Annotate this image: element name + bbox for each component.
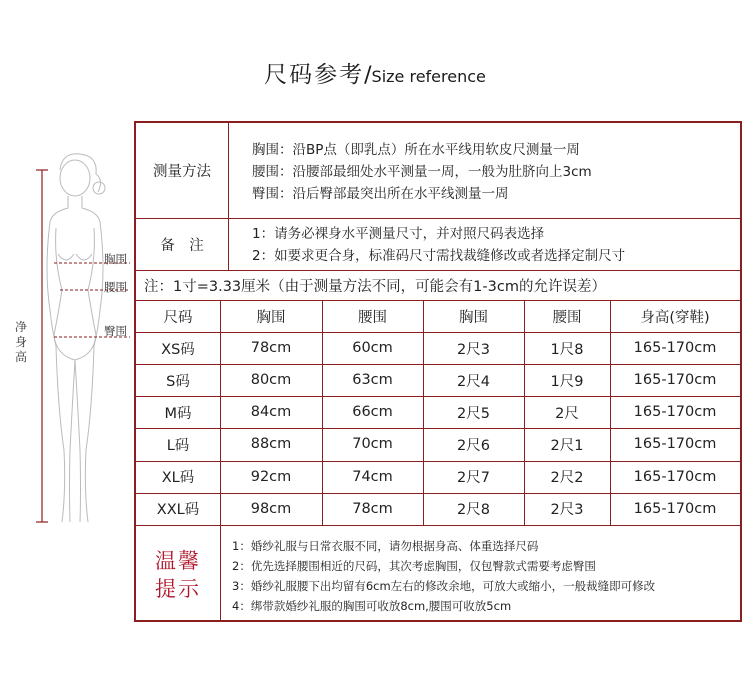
remark-line: 1：请务必裸身水平测量尺寸，并对照尺码表选择 xyxy=(252,226,545,242)
table-cell: 165-170cm xyxy=(633,436,717,453)
waist-label: 腰围 xyxy=(104,280,127,294)
table-cell: 2尺 xyxy=(555,405,579,422)
remarks-label: 备 注 xyxy=(160,237,204,254)
tip-item: 4：绑带款婚纱礼服的胸围可收放8cm,腰围可收放5cm xyxy=(232,599,512,613)
table-cell: 92cm xyxy=(250,468,292,485)
table-cell: 1尺9 xyxy=(550,373,584,390)
table-cell: 84cm xyxy=(250,404,292,421)
measure-lines xyxy=(252,139,592,205)
table-cell: XL码 xyxy=(161,470,195,487)
table-cell: 165-170cm xyxy=(633,372,717,389)
tips-title xyxy=(136,527,220,622)
table-header-cell: 胸围 xyxy=(459,309,488,326)
table-cell: S码 xyxy=(166,373,190,390)
table-cell: 2尺5 xyxy=(457,405,490,422)
table-cell: 2尺3 xyxy=(457,341,490,358)
table-cell: 2尺6 xyxy=(457,437,490,454)
table-cell: 88cm xyxy=(250,436,292,453)
table-cell: 165-170cm xyxy=(633,500,717,517)
bust-label: 胸围 xyxy=(104,252,127,266)
height-label: 净身高 xyxy=(14,320,27,364)
table-cell: 60cm xyxy=(352,340,393,357)
measure-line: 胸围：沿BP点（即乳点）所在水平线用软皮尺测量一周 xyxy=(252,142,580,158)
table-cell: 2尺3 xyxy=(550,502,584,519)
tips-title-line1: 温馨 xyxy=(155,548,201,573)
size-chart-table xyxy=(134,121,742,622)
table-cell: 78cm xyxy=(352,500,393,517)
remarks-lines xyxy=(252,223,625,267)
table-cell: 165-170cm xyxy=(633,340,717,357)
tip-item: 2：优先选择腰围相近的尺码，其次考虑胸围，仅包臀款式需要考虑臀围 xyxy=(232,559,596,573)
measure-label: 测量方法 xyxy=(153,164,211,180)
table-header-cell: 身高(穿鞋) xyxy=(640,309,710,326)
table-cell: L码 xyxy=(166,437,190,454)
table-cell: 78cm xyxy=(250,340,292,357)
table-cell: 165-170cm xyxy=(633,404,717,421)
measure-line: 臀围：沿后臀部最突出所在水平线测量一周 xyxy=(252,186,509,202)
table-cell: 2尺7 xyxy=(457,470,490,487)
title-slash: / xyxy=(364,63,372,88)
table-cell: 70cm xyxy=(352,436,393,453)
table-cell: 2尺2 xyxy=(550,470,584,487)
table-cell: 2尺8 xyxy=(457,502,490,519)
measure-line: 腰围：沿腰部最细处水平测量一周，一般为肚脐向上3cm xyxy=(252,164,592,180)
tips-title-line2: 提示 xyxy=(155,576,201,601)
table-cell: 80cm xyxy=(250,372,292,389)
table-cell: 63cm xyxy=(352,372,393,389)
hip-label: 臀围 xyxy=(104,324,127,338)
title-english: Size reference xyxy=(371,67,486,86)
table-cell: 165-170cm xyxy=(633,468,717,485)
table-header-cell: 胸围 xyxy=(256,309,286,326)
table-cell: 2尺4 xyxy=(457,373,490,390)
remark-line: 2：如要求更合身，标准码尺寸需找裁缝修改或者选择定制尺寸 xyxy=(252,248,626,264)
table-cell: 98cm xyxy=(250,500,292,517)
table-cell: 1尺8 xyxy=(550,341,584,358)
table-header-cell: 腰围 xyxy=(358,309,387,326)
table-header-cell: 腰围 xyxy=(552,309,582,326)
body-figure xyxy=(0,150,135,530)
title-chinese: 尺码参考 xyxy=(264,62,365,88)
table-cell: 66cm xyxy=(352,404,393,421)
unit-note: 注：1寸=3.33厘米（由于测量方法不同，可能会有1-3cm的允许误差） xyxy=(144,279,606,295)
tip-item: 1：婚纱礼服与日常衣服不同，请勿根据身高、体重选择尺码 xyxy=(232,539,539,553)
table-cell: M码 xyxy=(164,405,192,422)
table-cell: 74cm xyxy=(352,468,393,485)
table-cell: XS码 xyxy=(161,341,195,358)
table-cell: 2尺1 xyxy=(550,437,584,454)
page-title xyxy=(0,56,750,89)
tip-item: 3：婚纱礼服腰下出均留有6cm左右的修改余地，可放大或缩小，一般裁缝即可修改 xyxy=(232,579,656,593)
table-cell: XXL码 xyxy=(156,502,200,519)
table-header-cell: 尺码 xyxy=(163,309,193,326)
tips-list xyxy=(232,536,655,616)
